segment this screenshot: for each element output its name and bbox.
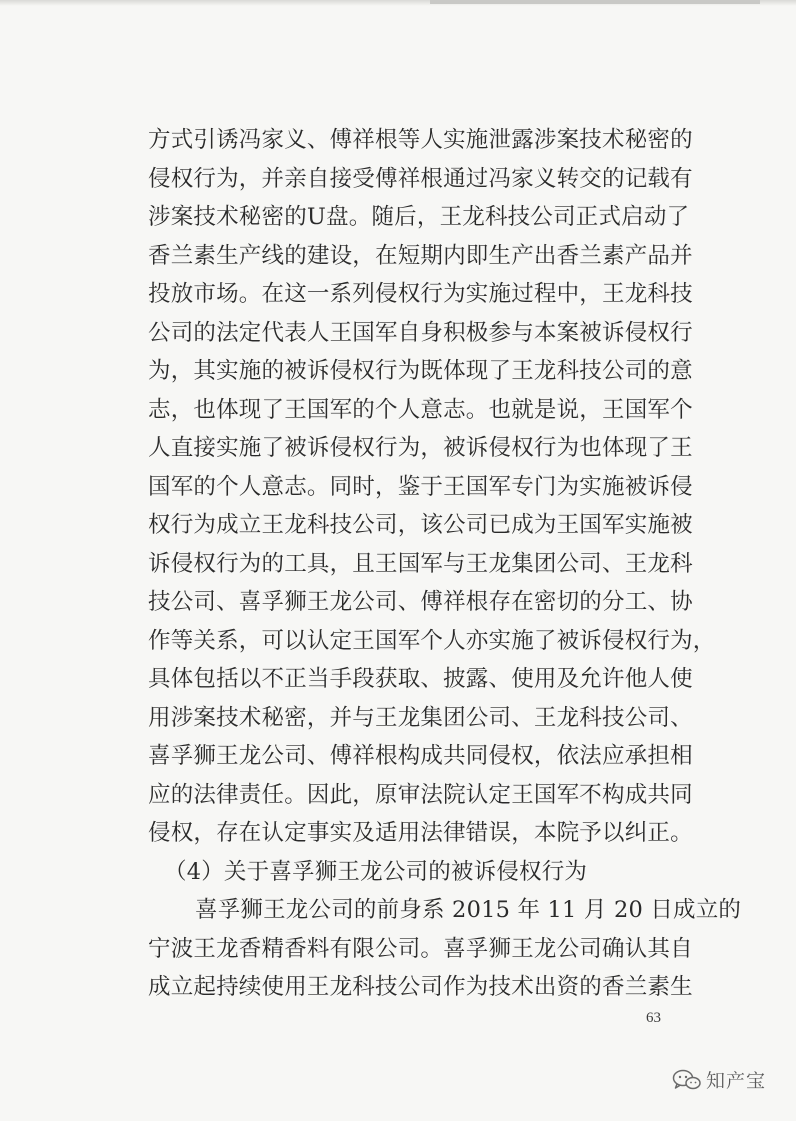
text-line: 成立起持续使用王龙科技公司作为技术出资的香兰素生 — [148, 974, 693, 1000]
text-line: 权行为成立王龙科技公司，该公司已成为王国军实施被 — [148, 512, 693, 538]
text-line: 技公司、喜孚狮王龙公司、傅祥根存在密切的分工、协 — [148, 589, 693, 615]
text-line: 侵权，存在认定事实及适用法律错误，本院予以纠正。 — [148, 820, 693, 846]
wechat-icon — [672, 1068, 702, 1092]
watermark-text: 知产宝 — [706, 1070, 767, 1092]
text-line: 宁波王龙香精香料有限公司。喜孚狮王龙公司确认其自 — [148, 936, 693, 962]
text-line: 为，其实施的被诉侵权行为既体现了王龙科技公司的意 — [148, 358, 693, 384]
text-line: 方式引诱冯家义、傅祥根等人实施泄露涉案技术秘密的 — [148, 127, 693, 153]
text-line: 诉侵权行为的工具，且王国军与王龙集团公司、王龙科 — [148, 551, 693, 577]
text-line: 应的法律责任。因此，原审法院认定王国军不构成共同 — [148, 782, 693, 808]
text-line: 侵权行为，并亲自接受傅祥根通过冯家义转交的记载有 — [148, 166, 693, 192]
text-line: 具体包括以不正当手段获取、披露、使用及允许他人使 — [148, 666, 693, 692]
text-line: 投放市场。在这一系列侵权行为实施过程中，王龙科技 — [148, 281, 693, 307]
text-line: 国军的个人意志。同时，鉴于王国军专门为实施被诉侵 — [148, 474, 693, 500]
text-line: 公司的法定代表人王国军自身积极参与本案被诉侵权行 — [148, 320, 693, 346]
page-number: 63 — [646, 1010, 661, 1026]
text-line: 喜孚狮王龙公司的前身系 2015 年 11 月 20 日成立的 — [195, 897, 742, 923]
text-line: 涉案技术秘密的U盘。随后，王龙科技公司正式启动了 — [148, 204, 690, 230]
text-line: 志，也体现了王国军的个人意志。也就是说，王国军个 — [148, 397, 693, 423]
text-line: 喜孚狮王龙公司、傅祥根构成共同侵权，依法应承担相 — [148, 743, 693, 769]
text-line: 人直接实施了被诉侵权行为，被诉侵权行为也体现了王 — [148, 435, 693, 461]
text-line: 香兰素生产线的建设，在短期内即生产出香兰素产品并 — [148, 243, 693, 269]
section-heading: （4）关于喜孚狮王龙公司的被诉侵权行为 — [164, 859, 588, 885]
watermark — [672, 1066, 766, 1093]
text-line: 作等关系，可以认定王国军个人亦实施了被诉侵权行为， — [148, 628, 716, 654]
text-line: 用涉案技术秘密，并与王龙集团公司、王龙科技公司、 — [148, 705, 693, 731]
